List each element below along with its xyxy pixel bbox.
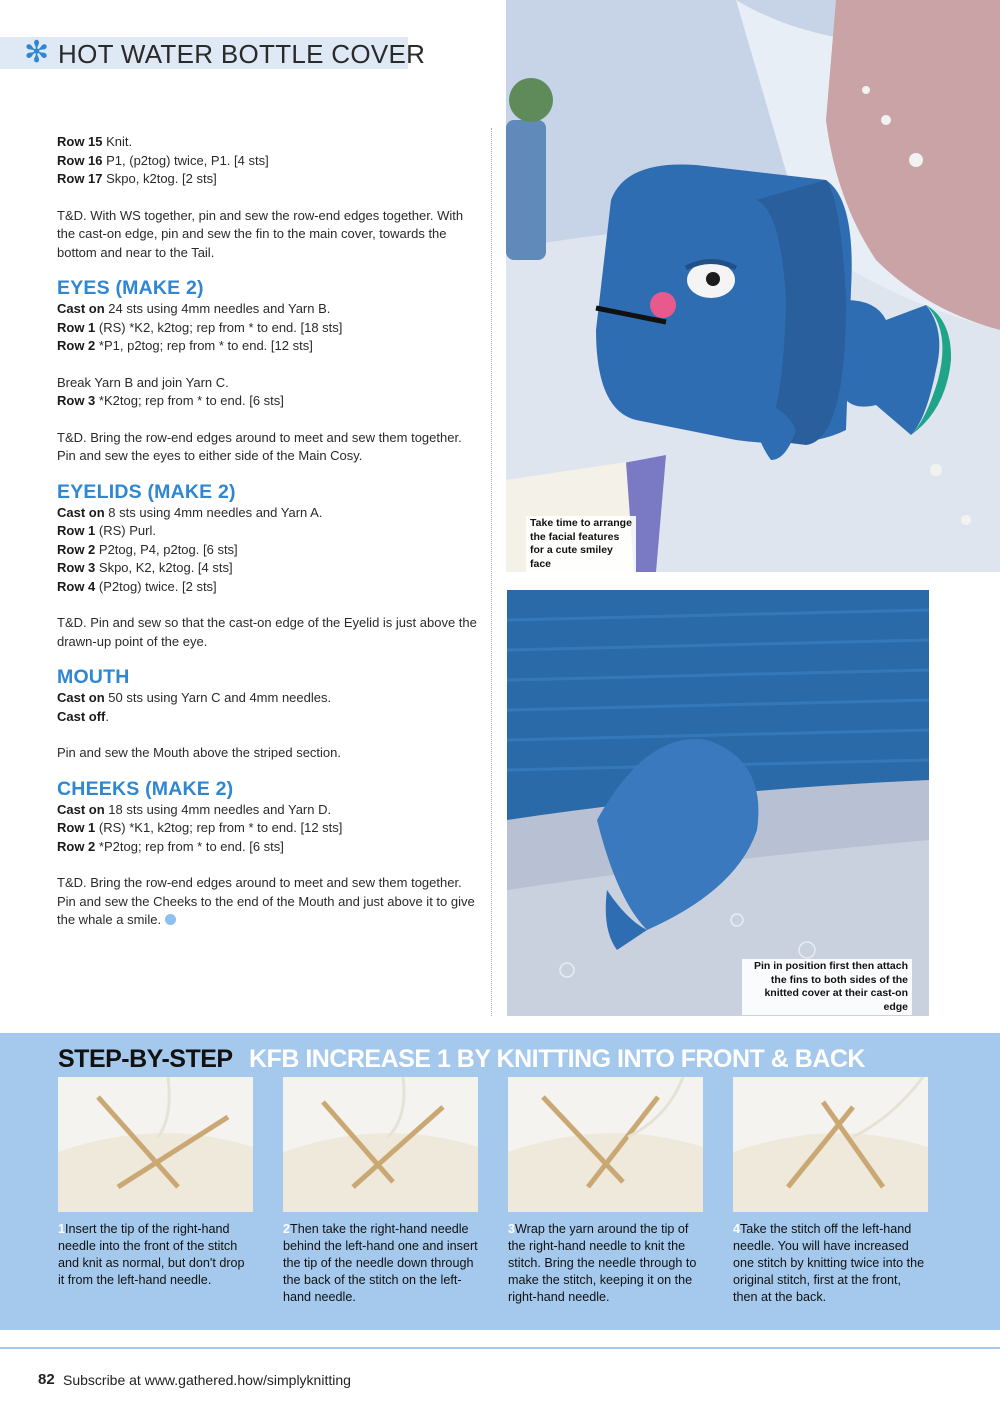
pattern-row: Row 1 (RS) Purl. <box>57 523 156 538</box>
step-photo <box>508 1077 703 1212</box>
step-by-step-title: STEP-BY-STEP <box>58 1045 233 1073</box>
photo-caption: Pin in position first then attach the fins to both sides of the knitted cover at their cast-on edge <box>742 959 912 1015</box>
knitting-needles-illustration <box>733 1077 928 1212</box>
column-divider <box>491 128 492 1016</box>
instruction-paragraph: Pin and sew the Mouth above the striped section. <box>57 745 342 760</box>
fin-closeup-illustration <box>507 590 929 1016</box>
pattern-row: Row 3 Skpo, K2, k2tog. [4 sts] <box>57 560 233 575</box>
pattern-row: Row 2 *P2tog; rep from * to end. [6 sts] <box>57 838 284 854</box>
section-heading-eyelids: EYELIDS (MAKE 2) <box>57 480 236 503</box>
step-photo <box>283 1077 478 1212</box>
instruction-paragraph: T&D. Bring the row-end edges around to meet and sew them together. Pin and sew the Cheeks to the end of the Mouth and just above it to give the whale a smile. <box>57 875 475 927</box>
step-instruction: 3Wrap the yarn around the tip of the right-hand needle to knit the stitch. Bring the needle through to make the stitch, keeping it on the right-hand needle. <box>508 1222 697 1304</box>
section-heading-eyes: EYES (MAKE 2) <box>57 277 204 299</box>
cast-on-line: Cast on 24 sts using 4mm needles and Yarn B. <box>57 301 331 316</box>
whale-cover-illustration <box>506 0 1000 572</box>
step-photo <box>58 1077 253 1212</box>
instruction-paragraph: Break Yarn B and join Yarn C. <box>57 374 229 390</box>
pattern-row: Row 17 Skpo, k2tog. [2 sts] <box>57 171 217 186</box>
step-photo <box>733 1077 928 1212</box>
cast-on-line: Cast on 50 sts using Yarn C and 4mm needles. <box>57 690 332 705</box>
step-instruction: 2Then take the right-hand needle behind the left-hand one and insert the tip of the needle down through the back of the stitch on the left-hand needle. <box>283 1222 478 1304</box>
cast-on-line: Cast on 8 sts using 4mm needles and Yarn A. <box>57 504 323 520</box>
subscribe-link[interactable]: Subscribe at www.gathered.how/simplyknitting <box>63 1372 351 1388</box>
section-heading-mouth: MOUTH <box>57 666 130 688</box>
pattern-row: Row 1 (RS) *K1, k2tog; rep from * to end. [12 sts] <box>57 820 343 835</box>
whale-cover-photo <box>506 0 1000 572</box>
cast-on-line: Cast on 18 sts using 4mm needles and Yarn D. <box>57 801 332 817</box>
instruction-paragraph: T&D. Bring the row-end edges around to meet and sew them together. Pin and sew the eyes to either side of the Main Cosy. <box>57 429 462 463</box>
knitting-needles-illustration <box>58 1077 253 1212</box>
cast-off-line: Cast off. <box>57 708 110 724</box>
asterisk-icon: ✻ <box>24 36 50 69</box>
pattern-row: Row 15 Knit. <box>57 134 133 149</box>
pattern-row: Row 3 *K2tog; rep from * to end. [6 sts] <box>57 393 284 408</box>
page-number: 82 <box>38 1371 55 1388</box>
pattern-row: Row 1 (RS) *K2, k2tog; rep from * to end. [18 sts] <box>57 319 343 335</box>
instruction-paragraph: T&D. Pin and sew so that the cast-on edge of the Eyelid is just above the drawn-up point of the eye. <box>57 615 477 649</box>
footer-divider <box>0 1347 1000 1349</box>
yarn-ball-end-icon <box>165 914 176 925</box>
step-by-step-subtitle: KFB INCREASE 1 BY KNITTING INTO FRONT & BACK <box>249 1045 865 1073</box>
step-instruction: 1Insert the tip of the right-hand needle into the front of the stitch and knit as normal, but don't drop it from the left-hand needle. <box>58 1222 245 1287</box>
pattern-row: Row 2 *P1, p2tog; rep from * to end. [12 sts] <box>57 338 313 353</box>
photo-caption: Take time to arrange the facial features for a cute smiley face <box>526 516 636 572</box>
knitting-needles-illustration <box>283 1077 478 1212</box>
section-heading-cheeks: CHEEKS (MAKE 2) <box>57 777 234 800</box>
page-title: HOT WATER BOTTLE COVER <box>58 39 426 69</box>
knitting-needles-illustration <box>508 1077 703 1212</box>
pattern-row: Row 2 P2tog, P4, p2tog. [6 sts] <box>57 541 238 557</box>
pattern-row: Row 4 (P2tog) twice. [2 sts] <box>57 578 217 594</box>
pattern-column <box>57 133 477 930</box>
pattern-row: Row 16 P1, (p2tog) twice, P1. [4 sts] <box>57 152 269 168</box>
fin-closeup-photo <box>507 590 929 1016</box>
step-instruction: 4Take the stitch off the left-hand needle. You will have increased one stitch by knitting twice into the original stitch, first at the front, then at the back. <box>733 1222 925 1304</box>
instruction-paragraph: T&D. With WS together, pin and sew the row-end edges together. With the cast-on edge, pin and sew the fin to the main cover, towards the bottom and near to the Tail. <box>57 207 464 260</box>
